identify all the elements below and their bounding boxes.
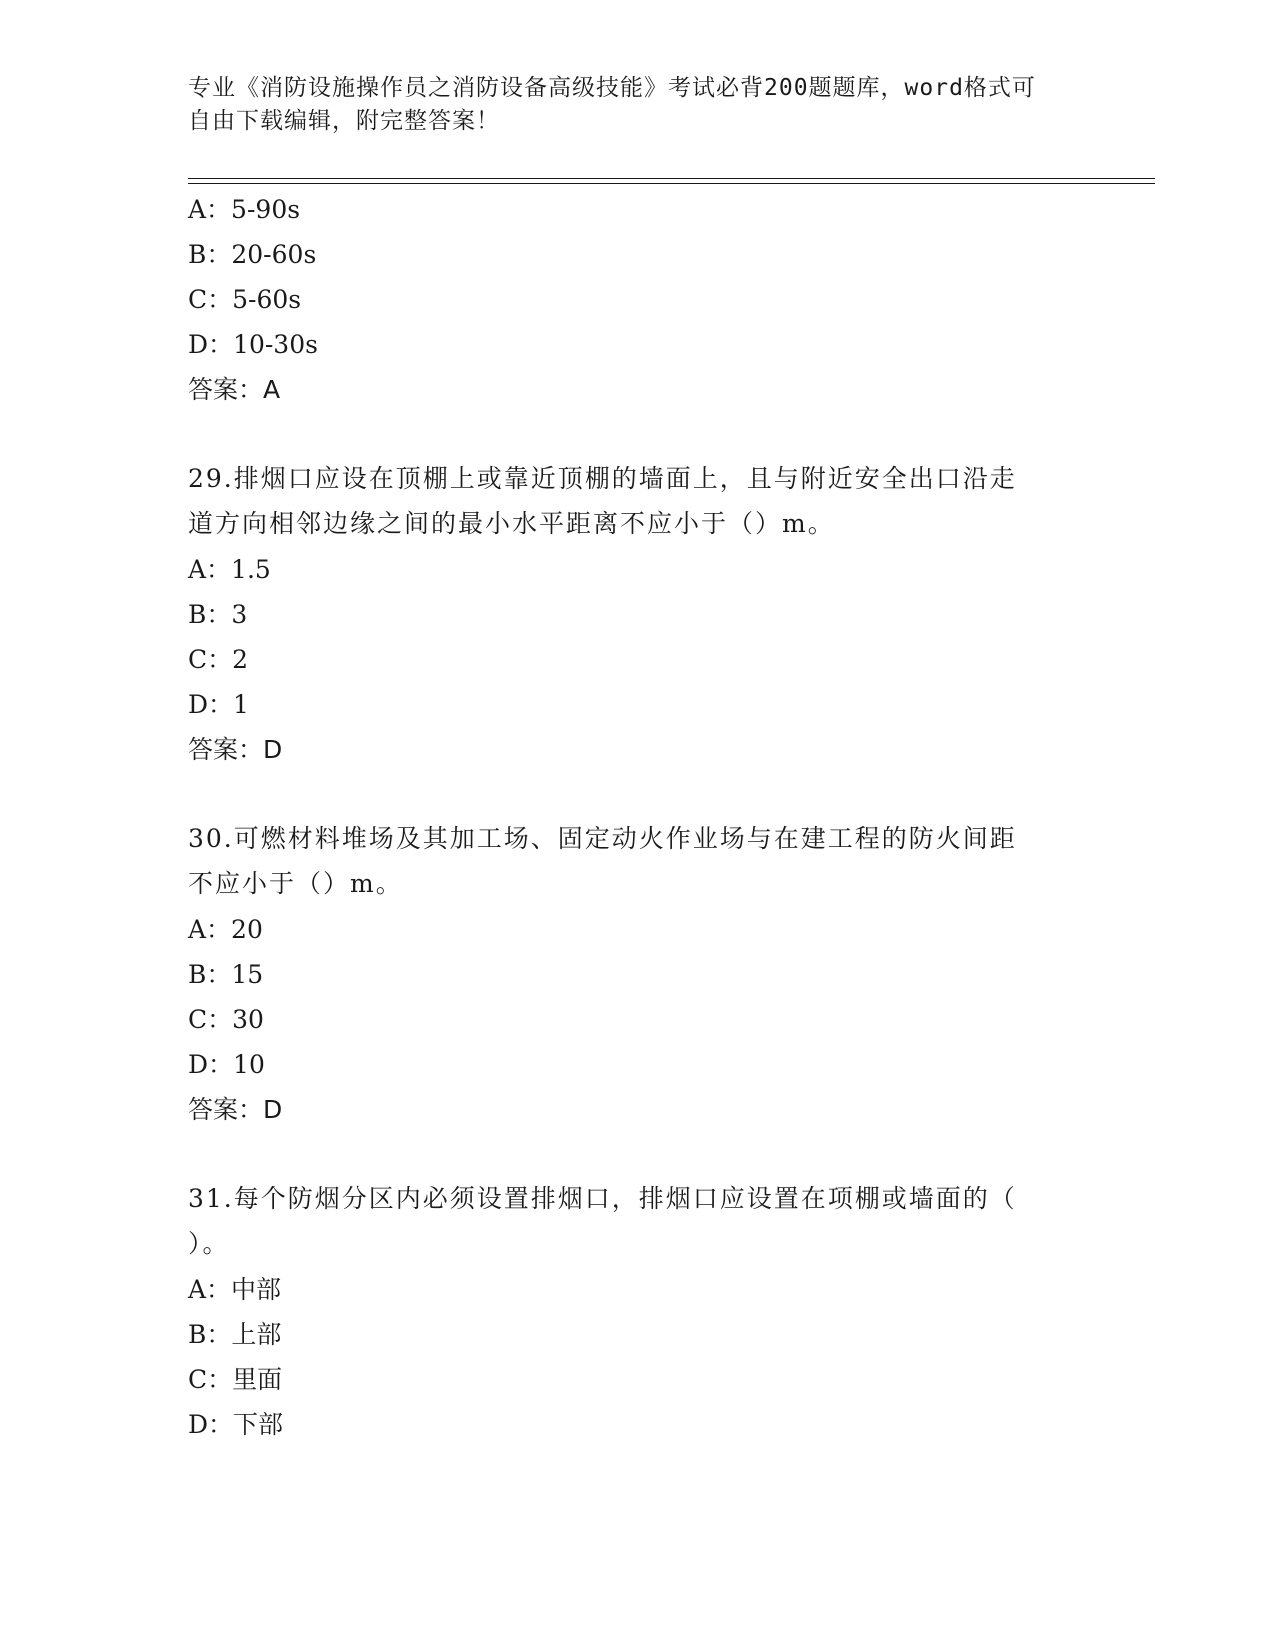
option-b: B：上部	[188, 1320, 282, 1349]
question-stem-line-1: 30.可燃材料堆场及其加工场、固定动火作业场与在建工程的防火间距	[188, 824, 1017, 853]
answer: 答案：D	[188, 1095, 283, 1124]
option-b: B：20-60s	[188, 240, 317, 269]
option-a: A：20	[188, 915, 263, 944]
question-stem-line-1: 31.每个防烟分区内必须设置排烟口，排烟口应设置在项棚或墙面的（	[188, 1184, 1017, 1213]
option-c: C：2	[188, 645, 249, 674]
option-b: B：15	[188, 960, 264, 989]
header-line-2: 自由下载编辑，附完整答案！	[188, 108, 500, 134]
header-rule-bottom	[188, 183, 1155, 184]
option-a: A：5-90s	[188, 195, 301, 224]
question-stem-line-2: 道方向相邻边缘之间的最小水平距离不应小于（）m。	[188, 509, 835, 538]
option-a: A：中部	[188, 1275, 282, 1304]
answer: 答案：D	[188, 735, 283, 764]
question-stem-line-1: 29.排烟口应设在顶棚上或靠近顶棚的墙面上，且与附近安全出口沿走	[188, 464, 1017, 493]
option-d: D：10	[188, 1050, 265, 1079]
question-stem-line-2: 不应小于（）m。	[188, 869, 403, 898]
option-c: C：30	[188, 1005, 264, 1034]
option-d: D：10-30s	[188, 330, 318, 359]
option-d: D：下部	[188, 1410, 284, 1439]
option-a: A：1.5	[188, 555, 271, 584]
option-d: D：1	[188, 690, 249, 719]
option-c: C：里面	[188, 1365, 283, 1394]
answer: 答案：A	[188, 375, 281, 404]
option-b: B：3	[188, 600, 248, 629]
header-rule-top	[188, 178, 1155, 179]
header-line-1: 专业《消防设施操作员之消防设备高级技能》考试必背200题题库，word格式可	[188, 75, 1036, 101]
document-header	[188, 72, 1068, 138]
option-c: C：5-60s	[188, 285, 302, 314]
question-stem-line-2: ）。	[188, 1229, 230, 1258]
